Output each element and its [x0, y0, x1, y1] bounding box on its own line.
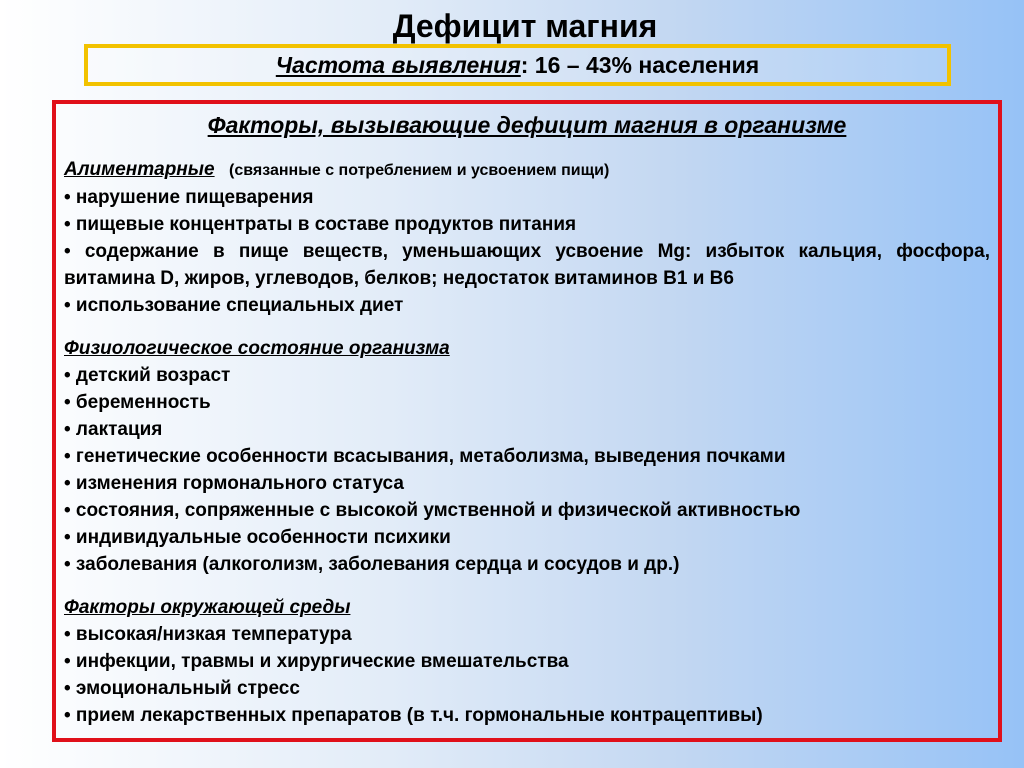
section-physiological — [64, 335, 990, 578]
list-item: • пищевые концентраты в составе продуктов питания — [64, 214, 577, 235]
list-item: • изменения гормонального статуса — [64, 473, 404, 494]
list-item: • использование специальных диет — [64, 295, 404, 316]
list-item: • высокая/низкая температура — [64, 624, 352, 645]
factors-heading: Факторы, вызывающие дефицит магния в организме — [207, 112, 847, 138]
section-heading: Физиологическое состояние организма — [64, 338, 450, 359]
list-item: • нарушение пищеварения — [64, 187, 314, 208]
list-item: • заболевания (алкоголизм, заболевания сердца и сосудов и др.) — [64, 554, 680, 575]
section-environment — [64, 594, 990, 729]
list-item: • содержание в пище веществ, уменьшающих усвоение Mg: избыток кальция, фосфора, витамина D, жиров, углеводов, белков; недостаток витаминов B1 и B6 — [64, 241, 990, 289]
slide-title: Дефицит магния — [392, 8, 658, 44]
frequency-value: : 16 – 43% населения — [520, 52, 760, 78]
frequency-box — [84, 44, 951, 86]
list-item: • состояния, сопряженные с высокой умственной и физической активностью — [64, 500, 801, 521]
list-item: • генетические особенности всасывания, метаболизма, выведения почками — [64, 446, 786, 467]
list-item: • эмоциональный стресс — [64, 678, 300, 699]
section-heading: Факторы окружающей среды — [64, 597, 351, 618]
frequency-label: Частота выявления — [275, 52, 521, 78]
section-heading: Алиментарные — [64, 159, 215, 180]
list-item: • прием лекарственных препаратов (в т.ч. гормональные контрацептивы) — [64, 705, 763, 726]
list-item: • инфекции, травмы и хирургические вмешательства — [64, 651, 569, 672]
factors-box — [52, 100, 1002, 742]
section-heading-row — [64, 156, 990, 184]
section-alimentary — [64, 156, 990, 319]
section-note: (связанные с потреблением и усвоением пищи) — [229, 162, 610, 179]
list-item: • беременность — [64, 392, 211, 413]
list-item: • лактация — [64, 419, 163, 440]
list-item: • индивидуальные особенности психики — [64, 527, 451, 548]
list-item: • детский возраст — [64, 365, 231, 386]
